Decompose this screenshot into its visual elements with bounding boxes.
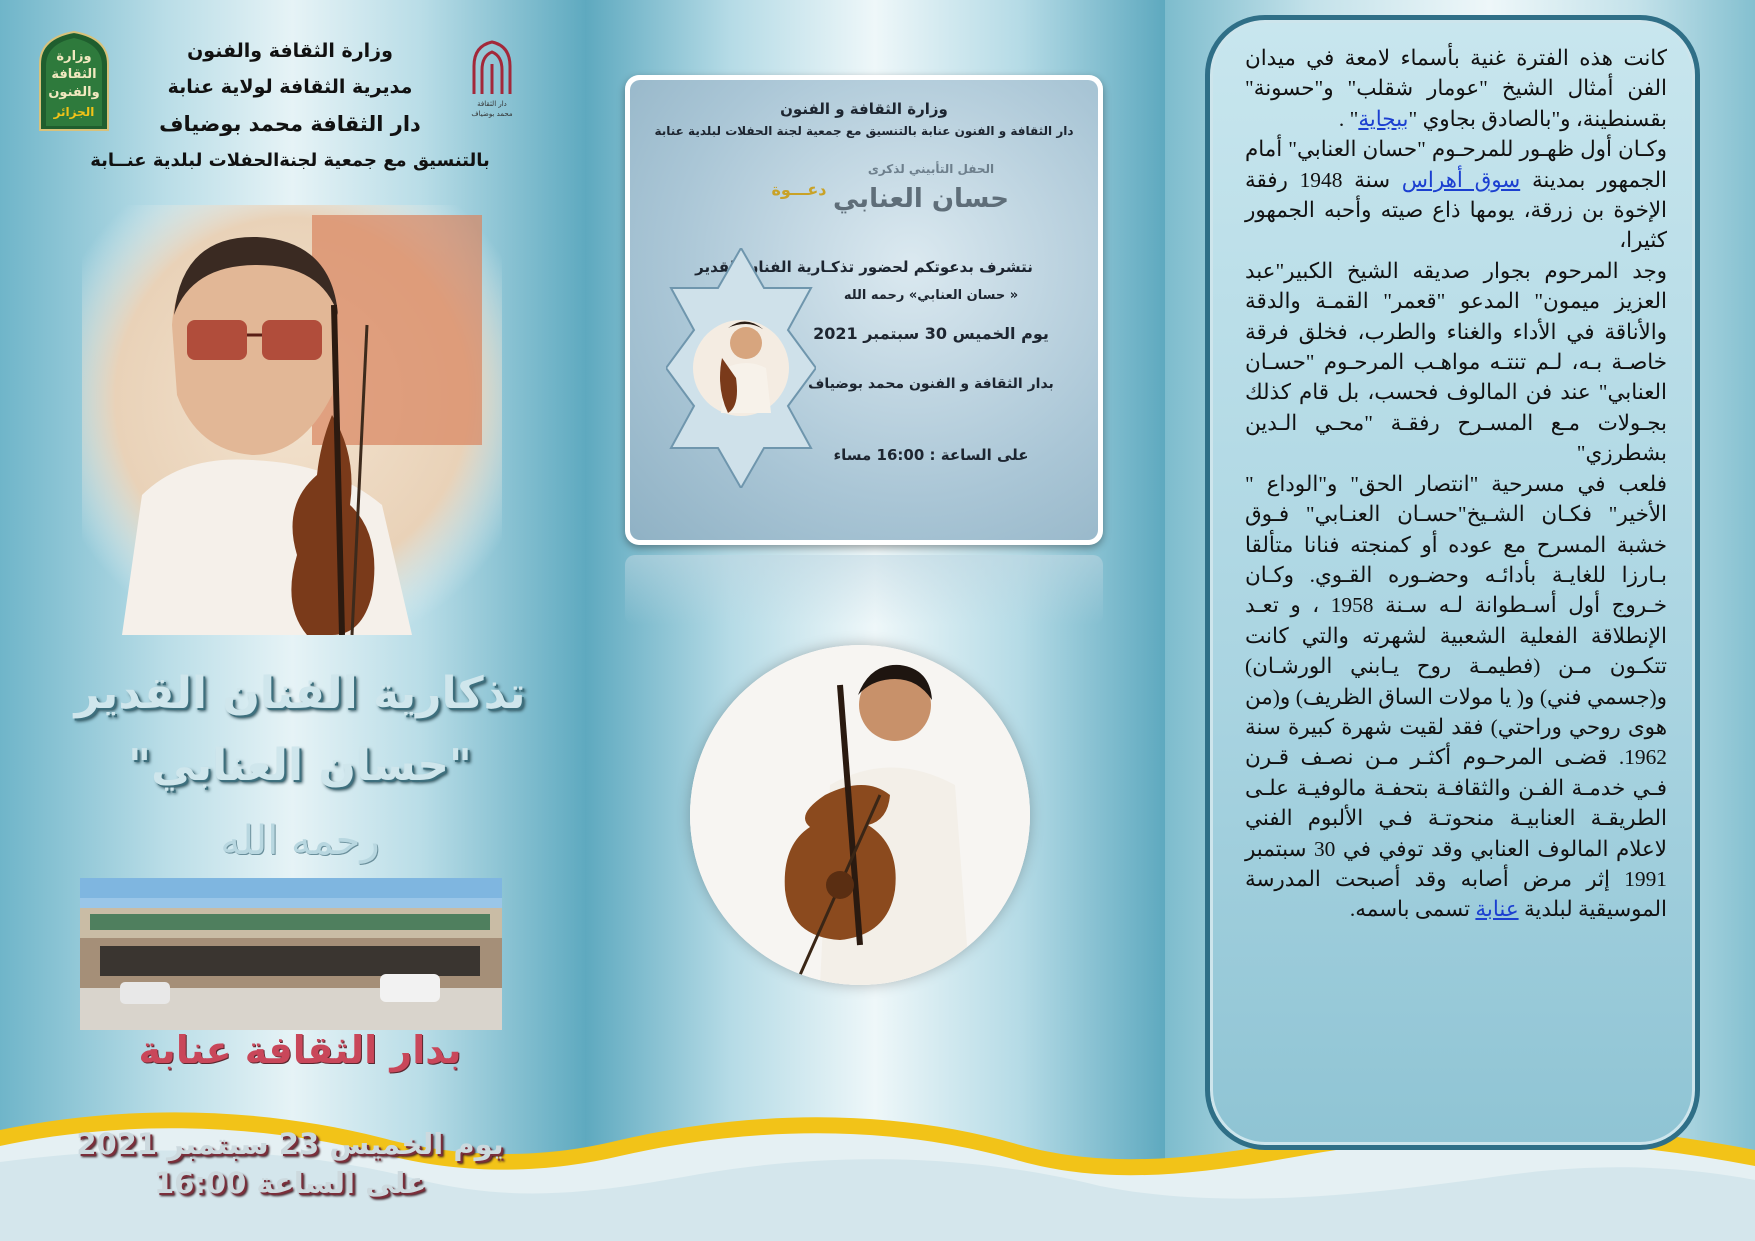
svg-text:محمد بوضياف: محمد بوضياف	[471, 110, 513, 118]
invite-ministry: وزارة الثقافة و الفنون	[780, 100, 948, 118]
invite-coordination: دار الثقافة و الفنون عنابة بالتنسيق مع جمعية لجنة الحفلات لبلدية عنابة	[654, 124, 1074, 138]
paragraph-2: وكـان أول ظهـور للمرحـوم "حسان العنابي" أمام الجمهور بمدينة سوق أهراس سنة 1948 رفقة الإخوة بن زرقة، يومها ذاع صيته وأحبه الجمهور كثيرا،	[1245, 137, 1668, 253]
invite-honor-text: نتشرف بدعوتكم لحضور تذكـارية الفنان القدير	[695, 258, 1033, 276]
event-date: يوم الخميس 23 سبتمبر 2021	[76, 1127, 504, 1161]
link-annaba[interactable]: عنابة	[1475, 897, 1519, 922]
header-directorate: مديرية الثقافة لولاية عنابة	[167, 76, 413, 98]
link-bejaia[interactable]: ببجاية	[1358, 106, 1409, 131]
header-ministry: وزارة الثقافة والفنون	[187, 40, 393, 62]
invite-place: بدار الثقافة و الفنون محمد بوضياف	[808, 376, 1054, 392]
svg-text:الثقافة: الثقافة	[51, 67, 97, 82]
blessing-text: رحمه الله	[220, 818, 380, 864]
cultural-house-building-photo	[80, 878, 502, 1030]
invite-artist-name: حسان العنابي	[833, 184, 1009, 214]
article-text	[1245, 43, 1667, 925]
invite-star-frame-photo	[666, 248, 816, 488]
svg-text:دار الثقافة: دار الثقافة	[477, 100, 507, 108]
invitation-card	[625, 75, 1103, 545]
invite-date: يوم الخميس 30 سبتمبر 2021	[813, 324, 1049, 343]
paragraph-1: كانت هذه الفترة غنية بأسماء لامعة في ميدان الفن أمثال الشيخ "عومار شقلب" و"حسونة" بقسنطينة، و"بالصادق بجاوي "ببجاية" .	[1245, 46, 1667, 131]
header-cultural-house: دار الثقافة محمد بوضياف	[159, 112, 421, 136]
artist-portrait-photo	[82, 205, 502, 635]
artist-violin-circle-photo	[690, 645, 1030, 985]
title-line-1: تذكارية الفنان القدير	[74, 668, 526, 719]
invite-small-heading: الحفل التأبيني لذكرى	[867, 162, 995, 176]
title-line-2: "حسان العنابي"	[128, 740, 472, 791]
svg-text:وزارة: وزارة	[56, 49, 92, 64]
header-coordination: بالتنسيق مع جمعية لجنةالحفلات لبلدية عنــابة	[90, 150, 490, 171]
svg-text:والفنون: والفنون	[48, 85, 100, 100]
link-souk-ahras[interactable]: سوق أهراس	[1401, 167, 1521, 192]
paragraph-4: فلعب في مسرحية "انتصار الحق" و"الوداع " الأخير" فكـان الشـيخ"حسـان العنـابي" فـوق خشبة المسرح مع عوده أو كمنجته فنانا متألقا بـارزا للغايـة بأدائـه وحضـوره القـوي. وكـان خـروج أول أسـطوانة لـه سـنة 1958 ، و تعـد الإنطلاقة الفعلية الشعبية لشهرته والتي كانت تتكـون مـن (فطيمـة روح يـابني الورشـان) و(جسمي فني) و( يا مولات الساق الظريف) و(من هوى روحي وراحتي) فقد لقيت شهرة كبيرة سنة 1962. قضـى المرحـوم أكثـر مـن نصـف قـرن فـي خدمـة الفـن والثقافـة بتحفـة مالوفيـة علـى الطريقـة العنابيـة منحوتـة فـي الألبوم الفني لاعلام المالوف العنابي وقد توفي في 30 سبتمبر 1991 إثر مرض أصابه وقد أصبحت المدرسة الموسيقية لبلدية عنابة تسمى باسمه.	[1245, 471, 1668, 922]
paragraph-3: وجد المرحوم بجوار صديقه الشيخ الكبير"عبد العزيز ميمون" المدعو "قعمر" القمـة والدقة والأناقة في الأداء والغناء والطرب، فخلق فرقة خاصـة بـه، لـم تنتـه مواهـب المرحـوم "حسـان العنابي" عند فن المالوف فحسب، بل قام كذلك بجـولات مـع المسـرح رفقـة "محـي الـدين بشطرزي"	[1245, 258, 1667, 466]
event-time: على الساعة 16:00	[153, 1166, 427, 1200]
invite-word: دعـــوة	[771, 180, 827, 199]
invitation-reflection	[625, 555, 1103, 625]
venue-text: بدار الثقافة عنابة	[138, 1028, 462, 1072]
invite-time: على الساعة : 16:00 مساء	[833, 446, 1029, 464]
svg-text:الجزائر: الجزائر	[53, 105, 95, 119]
invite-artist-quote: « حسان العنابي» رحمه الله	[843, 288, 1019, 303]
